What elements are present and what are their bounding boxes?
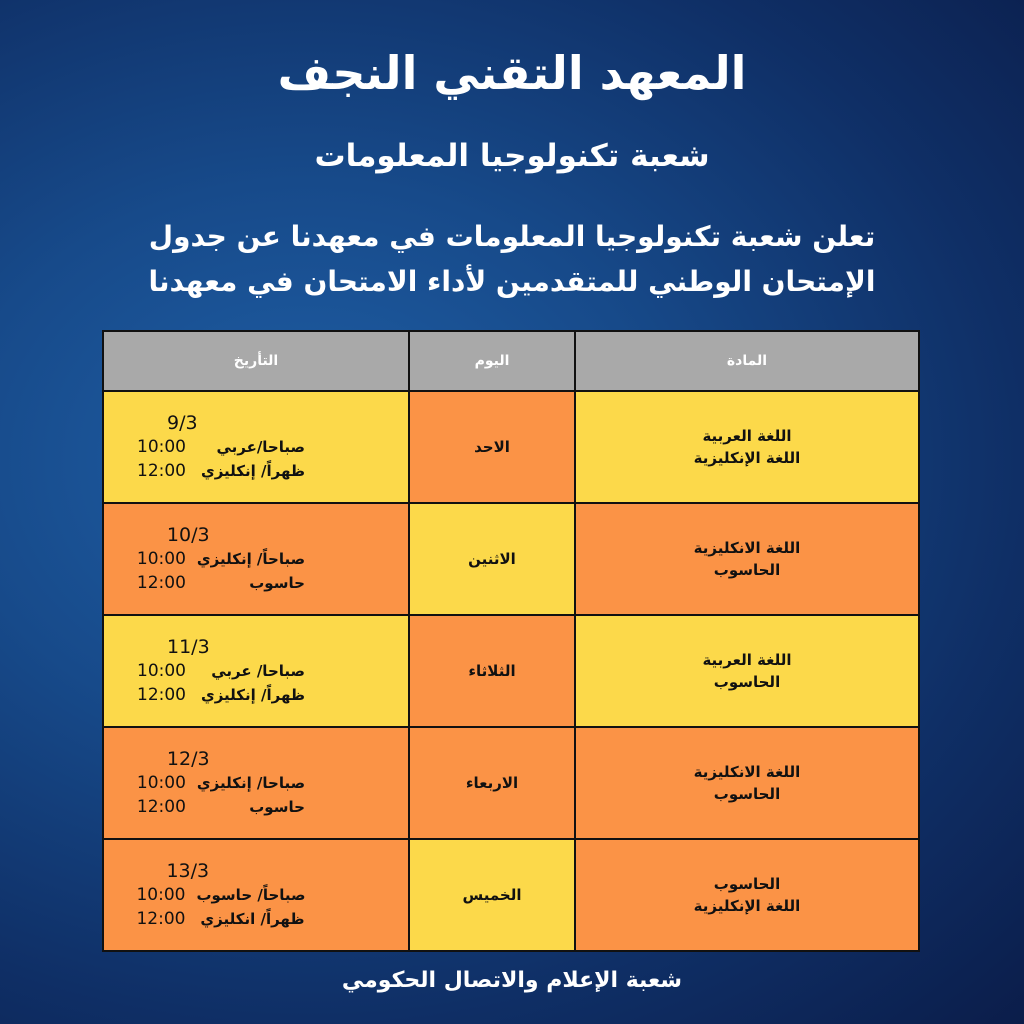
subject-line: الحاسوب xyxy=(713,875,781,893)
time-slot xyxy=(137,795,305,819)
slot-subject: صباحاً/ حاسوب xyxy=(196,886,306,904)
time-slot xyxy=(137,659,305,683)
slot-subject: صباحا/ عربي xyxy=(211,662,305,680)
subject-cell xyxy=(575,615,919,727)
time-slot xyxy=(137,547,305,571)
date-cell xyxy=(103,839,409,951)
table-row xyxy=(103,503,919,615)
day-cell: الاربعاء xyxy=(409,727,575,839)
slot-time: 10:00 xyxy=(136,773,186,793)
table-row xyxy=(103,839,919,951)
exam-date: 13/3 xyxy=(166,860,210,882)
slot-subject: حاسوب xyxy=(249,798,305,816)
slot-time: 12:00 xyxy=(136,573,186,593)
subject-cell xyxy=(575,727,919,839)
time-slot xyxy=(137,459,305,483)
announcement-line-2: الإمتحان الوطني للمتقدمين لأداء الامتحان في معهدنا xyxy=(148,265,876,298)
time-slot xyxy=(137,771,305,795)
time-slot xyxy=(137,435,305,459)
subject-cell xyxy=(575,391,919,503)
subject-cell xyxy=(575,503,919,615)
header-date: التأريخ xyxy=(103,331,409,391)
exam-date: 10/3 xyxy=(166,524,210,546)
announcement-text xyxy=(100,214,924,304)
header-subject: المادة xyxy=(575,331,919,391)
subject-line: الحاسوب xyxy=(713,785,781,803)
exam-date: 11/3 xyxy=(167,636,210,658)
time-slot xyxy=(137,683,305,707)
subject-line: الحاسوب xyxy=(713,561,781,579)
time-slot xyxy=(136,883,305,907)
slot-subject: صباحا/عربي xyxy=(216,438,305,456)
date-cell xyxy=(103,727,409,839)
department-subtitle: شعبة تكنولوجيا المعلومات xyxy=(314,138,710,174)
date-cell xyxy=(103,391,409,503)
slot-subject: ظهراً/ إنكليزي xyxy=(200,686,305,704)
slot-subject: صباحاً/ إنكليزي xyxy=(196,550,306,568)
table-row xyxy=(103,615,919,727)
subject-line: اللغة الإنكليزية xyxy=(693,449,801,467)
slot-time: 10:00 xyxy=(137,437,186,457)
subject-line: اللغة الانكليزية xyxy=(693,763,801,781)
time-slot xyxy=(136,907,305,931)
slot-time: 10:00 xyxy=(136,549,186,569)
subject-line: اللغة الإنكليزية xyxy=(693,897,801,915)
slot-subject: حاسوب xyxy=(249,574,305,592)
subject-line: اللغة العربية xyxy=(702,427,792,445)
slot-time: 12:00 xyxy=(137,461,186,481)
exam-schedule-table xyxy=(102,330,920,952)
page-title: المعهد التقني النجف xyxy=(277,46,747,100)
date-cell xyxy=(103,615,409,727)
time-slot xyxy=(137,571,305,595)
exam-date: 12/3 xyxy=(166,748,210,770)
table-header-row xyxy=(103,331,919,391)
subject-line: الحاسوب xyxy=(713,673,781,691)
subject-line: اللغة الانكليزية xyxy=(693,539,801,557)
slot-subject: صباحا/ إنكليزي xyxy=(196,774,306,792)
slot-time: 12:00 xyxy=(136,909,186,929)
subject-line: اللغة العربية xyxy=(702,651,792,669)
slot-time: 12:00 xyxy=(136,797,186,817)
header-day: اليوم xyxy=(409,331,575,391)
announcement-line-1: تعلن شعبة تكنولوجيا المعلومات في معهدنا عن جدول xyxy=(148,220,876,253)
date-cell xyxy=(103,503,409,615)
exam-date: 9/3 xyxy=(167,412,198,434)
footer-credit: شعبة الإعلام والاتصال الحكومي xyxy=(341,968,683,993)
slot-subject: ظهراً/ إنكليزي xyxy=(200,462,305,480)
slot-time: 10:00 xyxy=(137,661,186,681)
day-cell: الثلاثاء xyxy=(409,615,575,727)
slot-time: 12:00 xyxy=(137,685,186,705)
table-row xyxy=(103,727,919,839)
day-cell: الخميس xyxy=(409,839,575,951)
day-cell: الاحد xyxy=(409,391,575,503)
slot-subject: ظهراً/ انكليزي xyxy=(200,910,305,928)
day-cell: الاثنين xyxy=(409,503,575,615)
slot-time: 10:00 xyxy=(136,885,186,905)
subject-cell xyxy=(575,839,919,951)
table-row xyxy=(103,391,919,503)
